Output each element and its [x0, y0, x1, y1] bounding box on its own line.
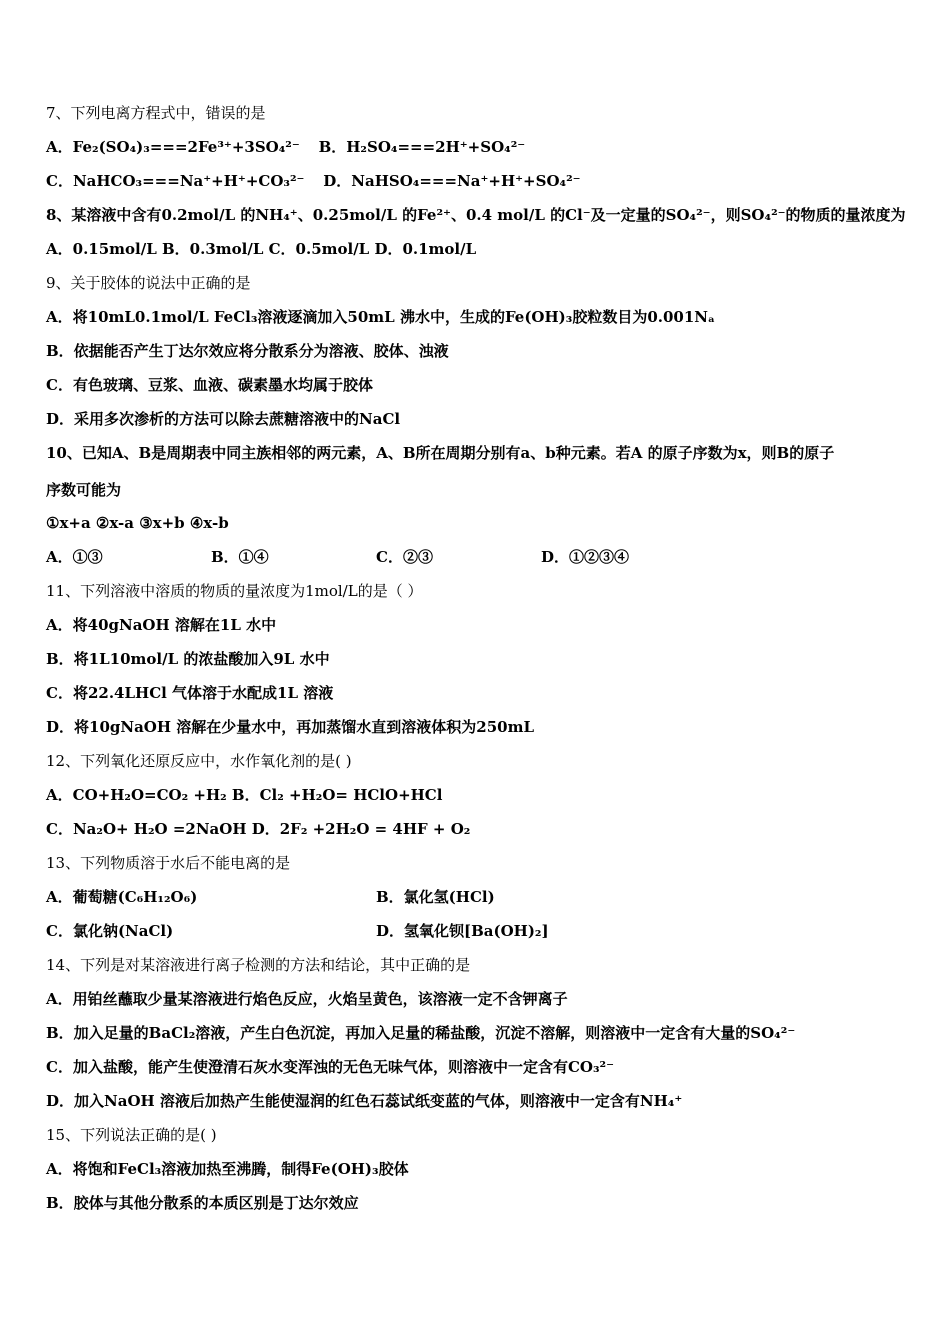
- q13-options-cd: [46, 921, 706, 941]
- q7-option-d: D．NaHSO₄===Na⁺+H⁺+SO₄²⁻: [323, 172, 581, 190]
- q11-stem: 11、下列溶液中溶质的物质的量浓度为1mol/L的是（ ）: [46, 582, 423, 600]
- q11-option-d: D．将10gNaOH 溶解在少量水中，再加蒸馏水直到溶液体积为250mL: [46, 718, 534, 736]
- q11-option-b: B．将1L10mol/L 的浓盐酸加入9L 水中: [46, 650, 330, 668]
- q7-options-ab: [46, 137, 525, 157]
- q10-options: [46, 547, 706, 567]
- q15-stem: 15、下列说法正确的是( ): [46, 1126, 217, 1144]
- q10-option-c: C．②③: [376, 548, 433, 566]
- q7-option-a: A．Fe₂(SO₄)₃===2Fe³⁺+3SO₄²⁻: [46, 138, 300, 156]
- q14-stem: 14、下列是对某溶液进行离子检测的方法和结论，其中正确的是: [46, 956, 471, 974]
- q14-option-d: D．加入NaOH 溶液后加热产生能使湿润的红色石蕊试纸变蓝的气体，则溶液中一定含有NH₄⁺: [46, 1092, 683, 1110]
- q10-option-d: D．①②③④: [541, 548, 630, 566]
- q12-options-cd: C．Na₂O+ H₂O =2NaOH D．2F₂ +2H₂O = 4HF + O₂: [46, 820, 471, 838]
- q13-option-a: A．葡萄糖(C₆H₁₂O₆): [46, 888, 198, 906]
- q14-option-a: A．用铂丝蘸取少量某溶液进行焰色反应，火焰呈黄色，该溶液一定不含钾离子: [46, 990, 568, 1008]
- q14-option-c: C．加入盐酸，能产生使澄清石灰水变浑浊的无色无味气体，则溶液中一定含有CO₃²⁻: [46, 1058, 615, 1076]
- q9-option-a: A．将10mL0.1mol/L FeCl₃溶液逐滴加入50mL 沸水中，生成的Fe(OH)₃胶粒数目为0.001Nₐ: [46, 308, 715, 326]
- q15-option-a: A．将饱和FeCl₃溶液加热至沸腾，制得Fe(OH)₃胶体: [46, 1160, 409, 1178]
- q10-option-b: B．①④: [211, 548, 269, 566]
- q13-stem: 13、下列物质溶于水后不能电离的是: [46, 854, 291, 872]
- q10-choices: ①x+a ②x-a ③x+b ④x-b: [46, 514, 229, 532]
- q11-option-c: C．将22.4LHCl 气体溶于水配成1L 溶液: [46, 684, 334, 702]
- q9-option-b: B．依据能否产生丁达尔效应将分散系分为溶液、胶体、浊液: [46, 342, 449, 360]
- q7-option-b: B．H₂SO₄===2H⁺+SO₄²⁻: [318, 138, 526, 156]
- q12-stem: 12、下列氧化还原反应中，水作氧化剂的是( ): [46, 752, 352, 770]
- q12-options-ab: A．CO+H₂O=CO₂ +H₂ B．Cl₂ +H₂O= HClO+HCl: [46, 786, 443, 804]
- q15-option-b: B．胶体与其他分散系的本质区别是丁达尔效应: [46, 1194, 359, 1212]
- q13-option-c: C．氯化钠(NaCl): [46, 922, 174, 940]
- q8-options: A．0.15mol/L B．0.3mol/L C．0.5mol/L D．0.1mol/L: [46, 240, 477, 258]
- q13-option-b: B．氯化氢(HCl): [376, 888, 495, 906]
- q10-stem-line2: 序数可能为: [46, 481, 122, 499]
- q9-stem: 9、关于胶体的说法中正确的是: [46, 274, 251, 292]
- q9-option-d: D．采用多次渗析的方法可以除去蔗糖溶液中的NaCl: [46, 410, 401, 428]
- q7-option-c: C．NaHCO₃===Na⁺+H⁺+CO₃²⁻: [46, 172, 305, 190]
- q7-options-cd: [46, 171, 581, 191]
- q10-stem-line1: 10、已知A、B是周期表中同主族相邻的两元素，A、B所在周期分别有a、b种元素。若A 的原子序数为x，则B的原子: [46, 444, 835, 462]
- q13-options-ab: [46, 887, 706, 907]
- q8-stem: 8、某溶液中含有0.2mol/L 的NH₄⁺、0.25mol/L 的Fe²⁺、0.4 mol/L 的Cl⁻及一定量的SO₄²⁻，则SO₄²⁻的物质的量浓度为: [46, 206, 906, 224]
- q10-option-a: A．①③: [46, 548, 103, 566]
- q7-stem: 7、下列电离方程式中，错误的是: [46, 104, 266, 122]
- q13-option-d: D．氢氧化钡[Ba(OH)₂]: [376, 922, 549, 940]
- q14-option-b: B．加入足量的BaCl₂溶液，产生白色沉淀，再加入足量的稀盐酸，沉淀不溶解，则溶液中一定含有大量的SO₄²⁻: [46, 1024, 796, 1042]
- q9-option-c: C．有色玻璃、豆浆、血液、碳素墨水均属于胶体: [46, 376, 373, 394]
- q11-option-a: A．将40gNaOH 溶解在1L 水中: [46, 616, 277, 634]
